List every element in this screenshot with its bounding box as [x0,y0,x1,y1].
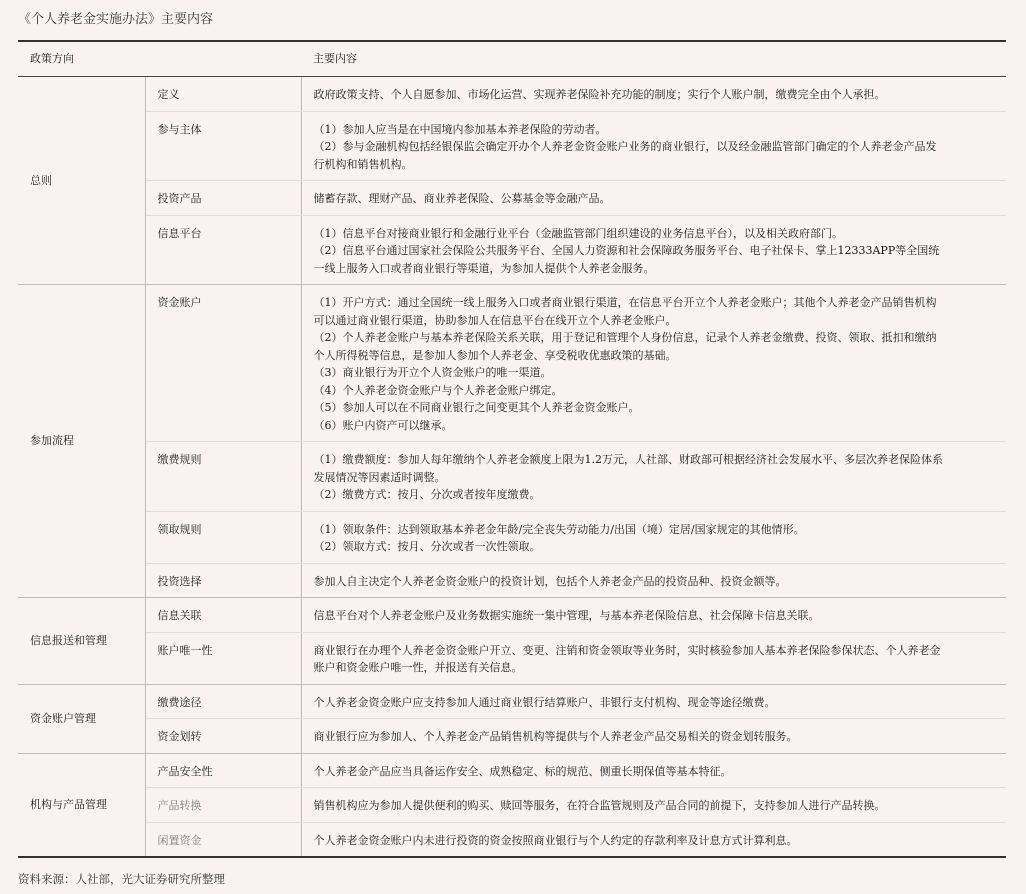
content-line: 商业银行应为参加人、个人养老金产品销售机构等提供与个人养老金产品交易相关的资金划转服务。 [313,730,798,743]
content-line: 个人养老金产品应当具备运作安全、成熟稳定、标的规范、侧重长期保值等基本特征。 [313,764,732,778]
content-cell [301,719,1006,754]
content-line: （2）信息平台通过国家社会保险公共服务平台、全国人力资源和社会保障政务服务平台、电子社保卡、掌上12333APP等全国统 [313,244,940,257]
content-cell [301,511,1006,563]
content-cell [301,598,1006,633]
table-row [18,77,1006,112]
content-cell [301,684,1006,719]
content-cell [301,632,1006,684]
category-cell: 信息报送和管理 [18,598,145,685]
subitem-label: 资金账户 [145,285,301,442]
source-note: 资料来源：人社部，光大证券研究所整理 [18,872,225,886]
content-line: （5）参加人可以在不同商业银行之间变更其个人养老金资金账户。 [313,401,640,414]
content-line: 一线上服务入口或者商业银行等渠道，为参加人提供个人养老金服务。 [313,261,655,275]
content-line: （4）个人养老金资金账户与个人养老金账户绑定。 [313,383,563,397]
table-row [18,632,1006,684]
policy-table [18,40,1006,858]
content-cell [301,563,1006,598]
subitem-label: 定义 [145,77,301,112]
content-cell [301,77,1006,112]
subitem-label: 缴费途径 [145,684,301,719]
subitem-label: 缴费规则 [145,442,301,512]
header-content: 主要内容 [301,41,1006,77]
table-title: 《个人养老金实施办法》主要内容 [18,12,214,27]
content-line: （1）信息平台对接商业银行和金融行业平台（金融监管部门组织建设的业务信息平台），以及相关政府部门。 [313,226,843,240]
subitem-label: 资金划转 [145,719,301,754]
content-line: 发展情况等因素适时调整。 [313,470,446,484]
content-cell [301,111,1006,181]
content-line: 账户和资金账户唯一性，并报送有关信息。 [313,661,523,674]
content-line: （2）缴费方式：按月、分次或者按年度缴费。 [313,488,541,501]
table-row [18,753,1006,788]
table-row [18,111,1006,181]
table-header-row [18,41,1006,77]
table-row [18,598,1006,633]
subitem-label: 参与主体 [145,111,301,181]
content-line: 储蓄存款、理财产品、商业养老保险、公募基金等金融产品。 [313,192,611,205]
content-line: （2）参与金融机构包括经银保监会确定开办个人养老金资金账户业务的商业银行，以及经金融监管部门确定的个人养老金产品发 [313,140,937,153]
content-line: （1）参加人应当是在中国境内参加基本养老保险的劳动者。 [313,122,607,136]
table-row [18,822,1006,857]
table-row [18,285,1006,442]
content-line: （2）领取方式：按月、分次或者一次性领取。 [313,540,541,553]
content-cell [301,181,1006,216]
subitem-label: 闲置资金 [145,822,301,857]
content-line: 销售机构应为参加人提供便利的购买、赎回等服务，在符合监管规则及产品合同的前提下，支持参加人进行产品转换。 [313,799,886,812]
table-row [18,719,1006,754]
table-row [18,511,1006,563]
content-line: 参加人自主决定个人养老金资金账户的投资计划，包括个人养老金产品的投资品种、投资金额等。 [313,574,787,588]
subitem-label: 产品安全性 [145,753,301,788]
content-line: （6）账户内资产可以继承。 [313,418,453,432]
table-row [18,684,1006,719]
subitem-label: 信息关联 [145,598,301,633]
content-line: （2）个人养老金账户与基本养老保险关系关联，用于登记和管理个人身份信息，记录个人养老金缴费、投资、领取、抵扣和缴纳 [313,331,937,344]
table-row [18,788,1006,823]
content-line: 可以通过商业银行渠道，协助参加人在信息平台在线开立个人养老金账户。 [313,313,677,327]
subitem-label: 领取规则 [145,511,301,563]
content-line: （1）开户方式：通过全国统一线上服务入口或者商业银行渠道，在信息平台开立个人养老金账户；其他个人养老金产品销售机构 [313,296,937,309]
table-row [18,442,1006,512]
content-cell [301,788,1006,823]
subitem-label: 信息平台 [145,215,301,285]
category-cell: 资金账户管理 [18,684,145,753]
content-line: 商业银行在办理个人养老金资金账户开立、变更、注销和资金领取等业务时，实时核验参加人基本养老保险参保状态、个人养老金 [313,643,941,657]
content-line: 个人养老金资金账户内未进行投资的资金按照商业银行与个人约定的存款利率及计息方式计算利息。 [313,833,798,847]
table-row [18,215,1006,285]
content-cell [301,215,1006,285]
category-cell: 机构与产品管理 [18,753,145,857]
category-cell: 总则 [18,77,145,285]
content-cell [301,442,1006,512]
table-row [18,563,1006,598]
content-line: 信息平台对个人养老金账户及业务数据实施统一集中管理，与基本养老保险信息、社会保障卡信息关联。 [313,609,820,622]
content-cell [301,822,1006,857]
subitem-label: 投资产品 [145,181,301,216]
content-line: （3）商业银行为开立个人资金账户的唯一渠道。 [313,366,552,379]
subitem-label: 产品转换 [145,788,301,823]
content-line: 政府政策支持、个人自愿参加、市场化运营、实现养老保险补充功能的制度；实行个人账户制，缴费完全由个人承担。 [313,88,886,101]
table-row [18,181,1006,216]
header-direction: 政策方向 [18,41,301,77]
content-line: （1）领取条件：达到领取基本养老金年龄/完全丧失劳动能力/出国（境）定居/国家规定的其他情形。 [313,522,805,536]
content-line: 行机构和销售机构。 [313,157,413,171]
content-line: 个人所得税等信息，是参加人参加个人养老金、享受税收优惠政策的基础。 [313,348,677,362]
content-cell [301,753,1006,788]
content-cell [301,285,1006,442]
table-body [18,77,1006,858]
category-cell: 参加流程 [18,285,145,598]
content-line: （1）缴费额度：参加人每年缴纳个人养老金额度上限为1.2万元，人社部、财政部可根据经济社会发展水平、多层次养老保险体系 [313,453,943,466]
subitem-label: 投资选择 [145,563,301,598]
subitem-label: 账户唯一性 [145,632,301,684]
content-line: 个人养老金资金账户应支持参加人通过商业银行结算账户、非银行支付机构、现金等途径缴费。 [313,695,776,709]
